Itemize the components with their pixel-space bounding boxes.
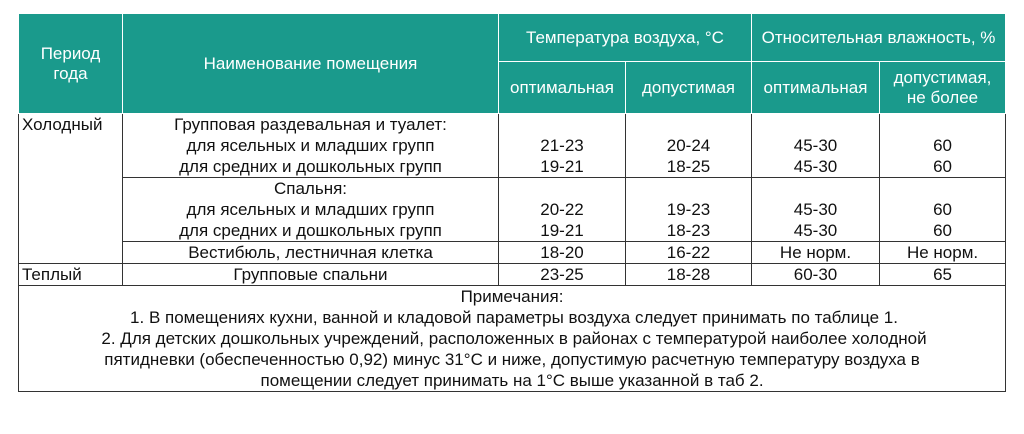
value-cell: 60 60 bbox=[880, 114, 1006, 178]
table-row bbox=[19, 242, 1006, 264]
room-cell: Групповая раздевальная и туалет: для ясельных и младших групп для средних и дошкольных групп bbox=[123, 114, 499, 178]
value-cell: 19-23 18-23 bbox=[626, 178, 752, 242]
notes-row bbox=[19, 286, 1006, 392]
room-cell: Групповые спальни bbox=[123, 264, 499, 286]
header-temp-optimal: оптимальная bbox=[499, 62, 626, 114]
notes-title: Примечания: bbox=[460, 287, 564, 306]
header-period: Период года bbox=[19, 14, 123, 114]
table-row bbox=[19, 178, 1006, 242]
header-room: Наименование помещения bbox=[123, 14, 499, 114]
header-humidity: Относительная влажность, % bbox=[752, 14, 1006, 62]
header-temp-allowed: допустимая bbox=[626, 62, 752, 114]
table-row bbox=[19, 114, 1006, 178]
value-cell: 60-30 bbox=[752, 264, 880, 286]
value-cell: 60 60 bbox=[880, 178, 1006, 242]
table-container bbox=[18, 13, 1005, 392]
period-warm: Теплый bbox=[19, 264, 123, 286]
note-2-cont: пятидневки (обеспеченностью 0,92) минус 31°С и ниже, допустимую расчетную температуру воздуха в bbox=[104, 350, 920, 369]
header-hum-optimal: оптимальная bbox=[752, 62, 880, 114]
climate-table bbox=[18, 13, 1006, 392]
room-cell: Вестибюль, лестничная клетка bbox=[123, 242, 499, 264]
value-cell: 21-23 19-21 bbox=[499, 114, 626, 178]
value-cell: 45-30 45-30 bbox=[752, 178, 880, 242]
header-hum-allowed: допустимая, не более bbox=[880, 62, 1006, 114]
value-cell: 45-30 45-30 bbox=[752, 114, 880, 178]
value-cell: 18-20 bbox=[499, 242, 626, 264]
value-cell: 18-28 bbox=[626, 264, 752, 286]
table-row bbox=[19, 264, 1006, 286]
value-cell: 20-24 18-25 bbox=[626, 114, 752, 178]
note-2: 2. Для детских дошкольных учреждений, расположенных в районах с температурой наиболее холодной bbox=[101, 329, 927, 348]
note-2-end: помещении следует принимать на 1°С выше указанной в таб 2. bbox=[260, 371, 764, 390]
value-cell: 16-22 bbox=[626, 242, 752, 264]
value-cell: 65 bbox=[880, 264, 1006, 286]
value-cell: Не норм. bbox=[752, 242, 880, 264]
period-cold: Холодный bbox=[19, 114, 123, 264]
value-cell: 23-25 bbox=[499, 264, 626, 286]
header-temperature: Температура воздуха, °С bbox=[499, 14, 752, 62]
note-1: 1. В помещениях кухни, ванной и кладовой параметры воздуха следует принимать по таблице 1. bbox=[130, 308, 898, 327]
room-cell: Спальня: для ясельных и младших групп для средних и дошкольных групп bbox=[123, 178, 499, 242]
value-cell: 20-22 19-21 bbox=[499, 178, 626, 242]
notes-cell bbox=[19, 286, 1006, 392]
value-cell: Не норм. bbox=[880, 242, 1006, 264]
